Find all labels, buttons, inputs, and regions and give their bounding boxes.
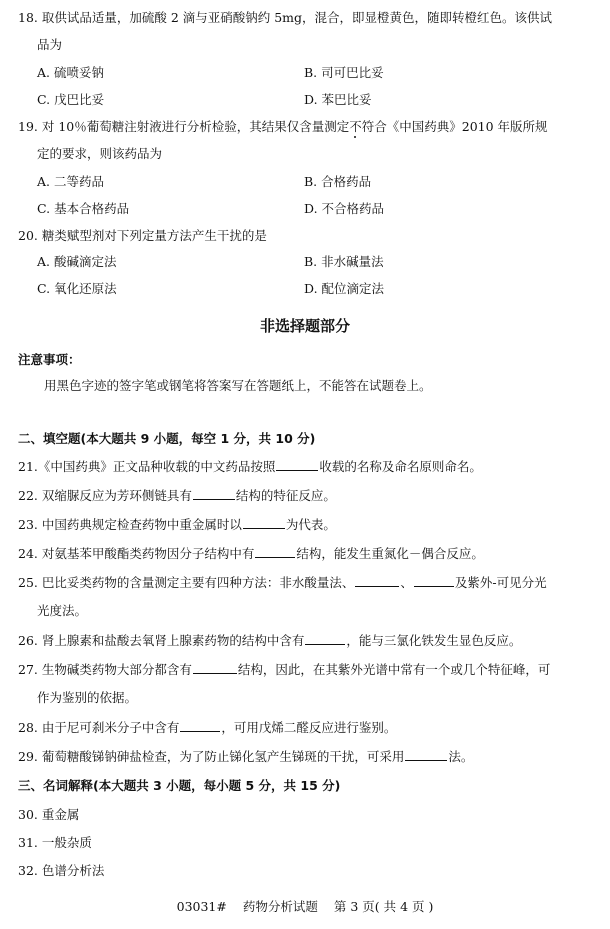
- footer-code: 03031#: [176, 899, 227, 914]
- q23: [18, 515, 596, 534]
- q28-blank: [180, 718, 220, 732]
- q27-line2: 作为鉴别的依据。: [37, 690, 138, 705]
- q26: [18, 631, 596, 650]
- q19-option-b: B. 合格药品: [304, 174, 372, 189]
- q19-emphasis-char: 不: [349, 119, 362, 134]
- notice-heading: 注意事项：: [18, 352, 81, 367]
- q21-blank: [276, 457, 318, 471]
- q20-option-d: D. 配位滴定法: [304, 281, 385, 296]
- q18-option-b: B. 司可巴比妥: [304, 65, 384, 80]
- q24-text-a: 24. 对氨基苯甲酸酯类药物因分子结构中有: [18, 546, 255, 561]
- q18-option-a: A. 硫喷妥钠: [37, 65, 104, 80]
- q20-option-c: C. 氧化还原法: [37, 281, 117, 296]
- q20-option-b: B. 非水碱量法: [304, 254, 384, 269]
- q27-blank: [193, 660, 237, 674]
- q28-text-a: 28. 由于尼可刹米分子中含有: [18, 720, 180, 735]
- q19-stem-part2: 符合《中国药典》2010 年版所规: [361, 119, 548, 134]
- q23-text-b: 为代表。: [285, 517, 336, 532]
- q18-option-d: D. 苯巴比妥: [304, 92, 372, 107]
- q24-text-b: 结构，能发生重氮化－偶合反应。: [296, 546, 484, 561]
- q29-text-b: 法。: [448, 749, 474, 764]
- q25-text-a: 25. 巴比妥类药物的含量测定主要有四种方法：非水酸量法、: [18, 575, 355, 590]
- q29-text-a: 29. 葡萄糖酸锑钠砷盐检查，为了防止锑化氢产生锑斑的干扰，可采用: [18, 749, 405, 764]
- q32: 32. 色谱分析法: [18, 863, 105, 878]
- q25-blank-2: [414, 573, 454, 587]
- q26-text-b: ，能与三氯化铁发生显色反应。: [346, 633, 522, 648]
- section2-heading: 二、填空题(本大题共 9 小题，每空 1 分，共 10 分): [18, 431, 316, 446]
- q19-option-c: C. 基本合格药品: [37, 201, 130, 216]
- q31: 31. 一般杂质: [18, 835, 92, 850]
- q22-blank: [193, 486, 235, 500]
- nonchoice-section-title: 非选择题部分: [259, 317, 350, 335]
- q26-text-a: 26. 肾上腺素和盐酸去氧肾上腺素药物的结构中含有: [18, 633, 305, 648]
- q19-stem-part1: 19. 对 10％葡萄糖注射液进行分析检验，其结果仅含量测定: [18, 119, 350, 134]
- q22: [18, 486, 596, 505]
- q19-option-a: A. 二等药品: [37, 174, 104, 189]
- q26-blank: [305, 631, 345, 645]
- q21-text-b: 收载的名称及命名原则命名。: [319, 459, 482, 474]
- q27-text-a: 27. 生物碱类药物大部分都含有: [18, 662, 192, 677]
- q25-line2: 光度法。: [37, 603, 88, 618]
- q19-stem-line2: 定的要求，则该药品为: [37, 146, 163, 161]
- page-footer: [0, 898, 610, 916]
- q29: [18, 747, 596, 766]
- q28: [18, 718, 596, 737]
- q27-line1: [18, 660, 596, 679]
- q19-stem-line1: [18, 118, 596, 136]
- q25-line1: [18, 573, 596, 592]
- q24: [18, 544, 596, 563]
- q20-option-a: A. 酸碱滴定法: [37, 254, 117, 269]
- q18-stem-line2: 品为: [37, 37, 63, 52]
- section3-heading: 三、名词解释(本大题共 3 小题，每小题 5 分，共 15 分): [18, 778, 341, 793]
- q29-blank: [405, 747, 447, 761]
- q18-option-c: C. 戊巴比妥: [37, 92, 105, 107]
- q21: [18, 457, 596, 476]
- q24-blank: [255, 544, 295, 558]
- q25-blank-1: [355, 573, 399, 587]
- q22-text-b: 结构的特征反应。: [235, 488, 336, 503]
- q23-blank: [243, 515, 285, 529]
- footer-page-number: 第 3 页( 共 4 页 ): [333, 899, 434, 914]
- q28-text-b: ，可用戊烯二醛反应进行鉴别。: [221, 720, 397, 735]
- q27-text-b: 结构，因此，在其紫外光谱中常有一个或几个特征峰，可: [237, 662, 551, 677]
- q25-text-c: 及紫外-可见分光: [454, 575, 547, 590]
- q30: 30. 重金属: [18, 807, 80, 822]
- q18-stem-line1: 18. 取供试品适量，加硫酸 2 滴与亚硝酸钠约 5mg，混合，即显橙黄色，随即转橙红色。该供试: [18, 10, 553, 25]
- q19-option-d: D. 不合格药品: [304, 201, 385, 216]
- q20-stem-line1: 20. 糖类赋型剂对下列定量方法产生干扰的是: [18, 228, 267, 243]
- footer-subject: 药物分析试题: [242, 899, 318, 914]
- q23-text-a: 23. 中国药典规定检查药物中重金属时以: [18, 517, 242, 532]
- notice-text: 用黑色字迹的签字笔或钢笔将答案写在答题纸上，不能答在试题卷上。: [44, 378, 432, 393]
- q22-text-a: 22. 双缩脲反应为芳环侧链具有: [18, 488, 192, 503]
- q21-text-a: 21.《中国药典》正文品种收载的中文药品按照: [18, 459, 276, 474]
- q25-text-b: 、: [400, 575, 413, 590]
